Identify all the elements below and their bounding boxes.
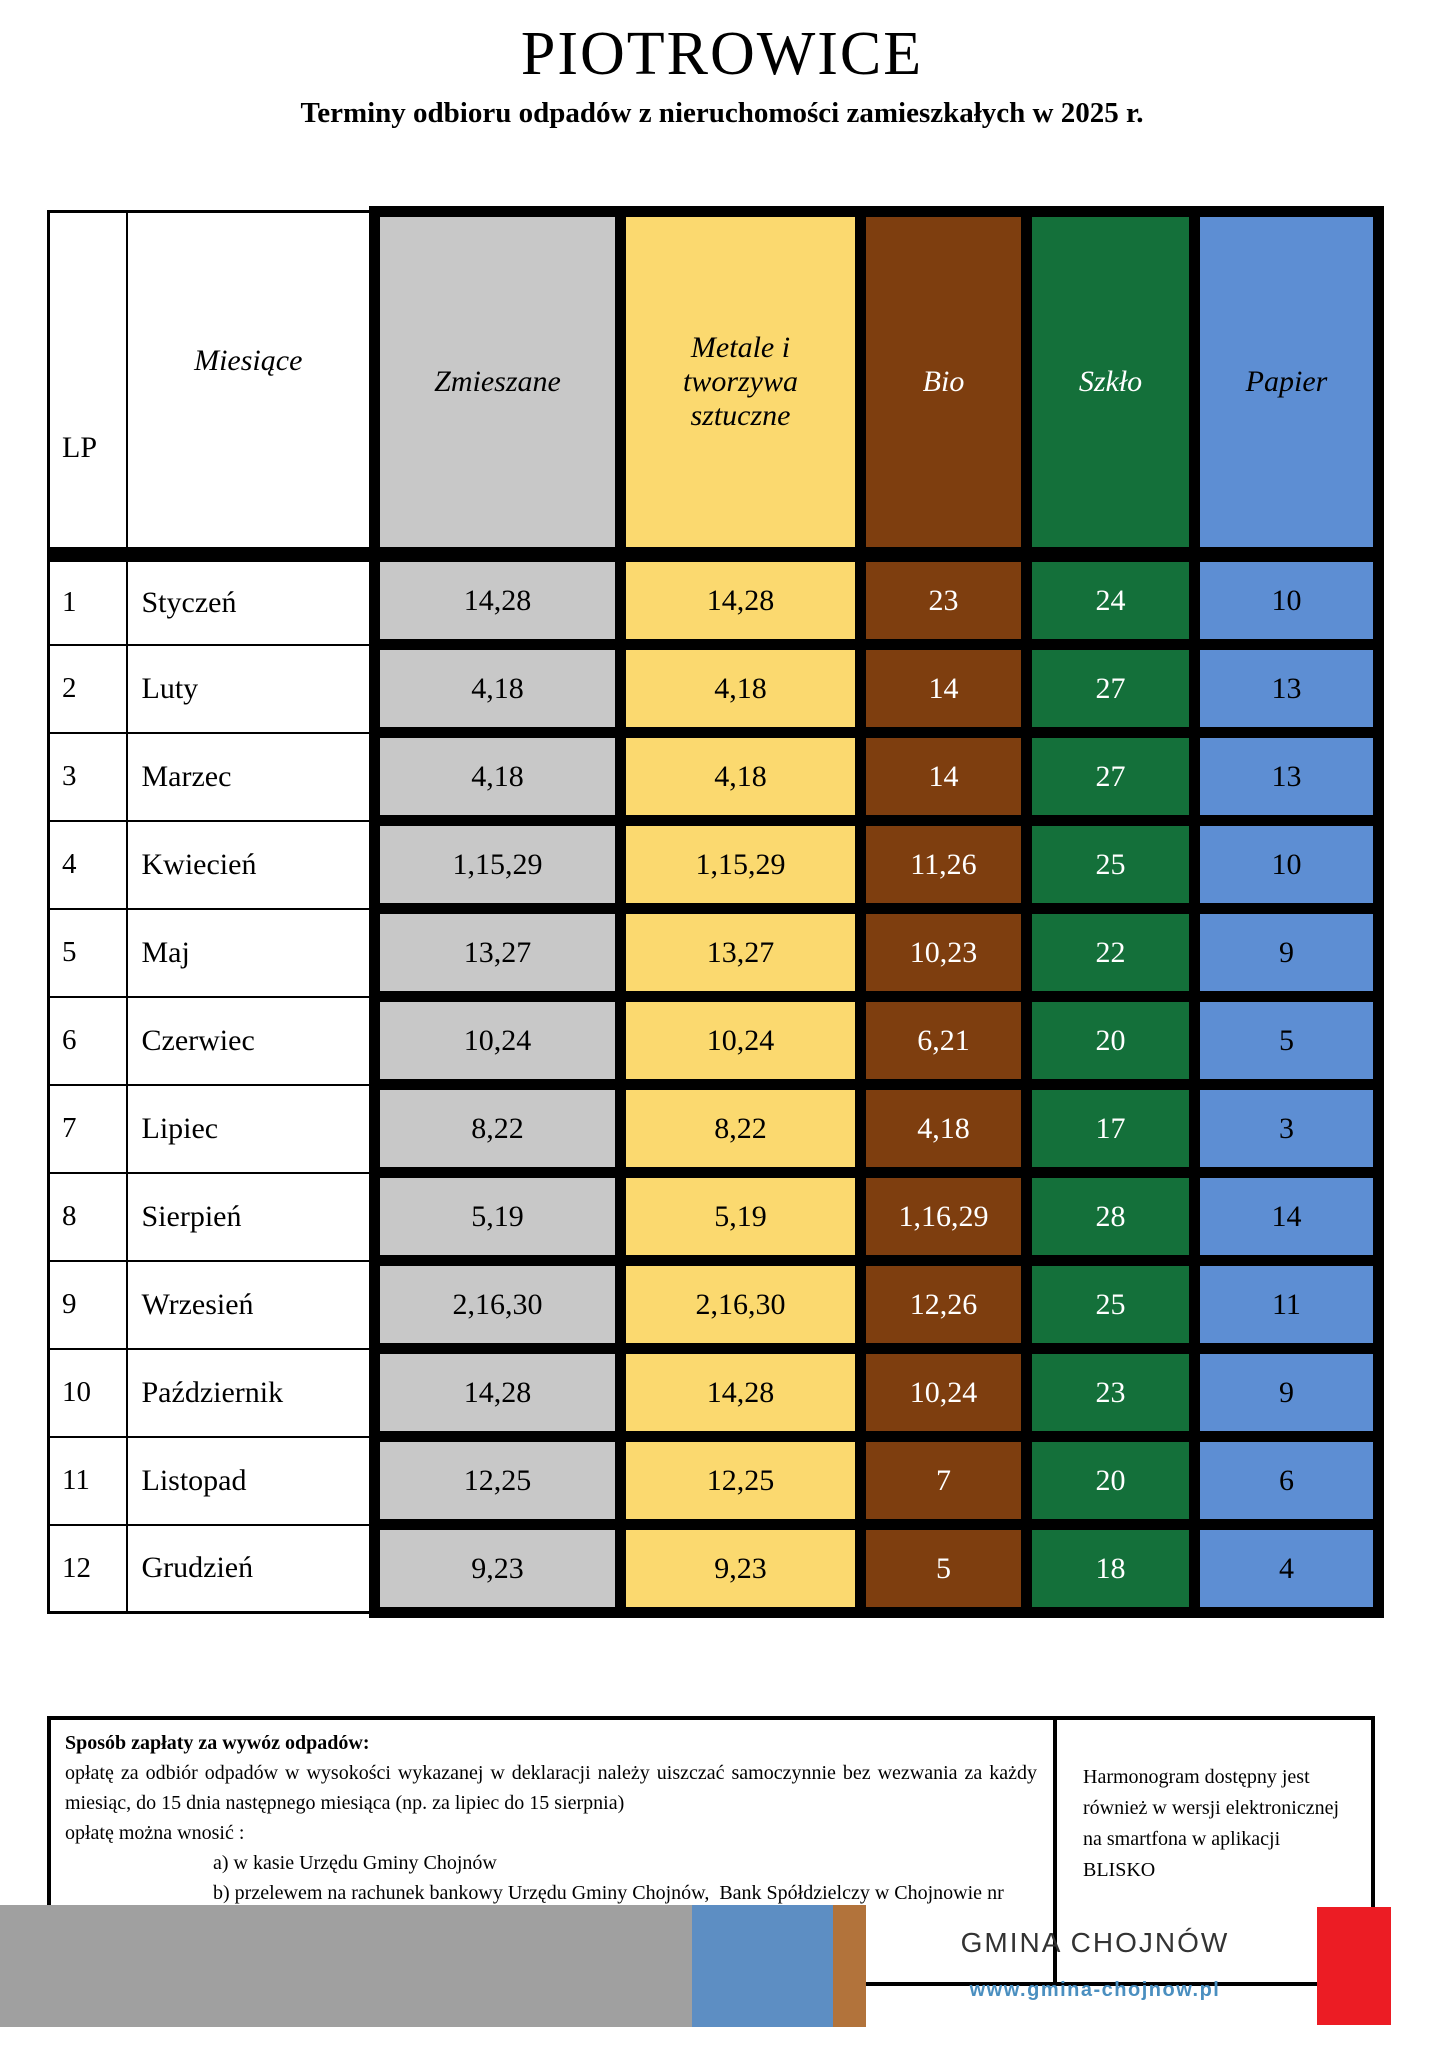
cell-lp: 2 [49,645,127,733]
cell-zmieszane: 12,25 [375,1437,621,1525]
cell-metale: 14,28 [621,1349,861,1437]
cell-zmieszane: 1,15,29 [375,821,621,909]
cell-zmieszane: 2,16,30 [375,1261,621,1349]
cell-bio: 12,26 [861,1261,1027,1349]
cell-zmieszane: 4,18 [375,645,621,733]
schedule-header-row [49,212,1379,555]
table-row [49,909,1379,997]
cell-month: Sierpień [127,1173,375,1261]
cell-lp: 1 [49,555,127,645]
cell-lp: 4 [49,821,127,909]
footer-bar [0,1905,1444,2027]
cell-bio: 1,16,29 [861,1173,1027,1261]
cell-metale: 4,18 [621,733,861,821]
cell-zmieszane: 14,28 [375,1349,621,1437]
cell-month: Grudzień [127,1525,375,1613]
cell-szklo: 18 [1027,1525,1195,1613]
cell-szklo: 20 [1027,997,1195,1085]
cell-lp: 9 [49,1261,127,1349]
col-header-month: Miesiące [127,212,375,555]
table-row [49,733,1379,821]
cell-zmieszane: 8,22 [375,1085,621,1173]
cell-month: Październik [127,1349,375,1437]
cell-szklo: 22 [1027,909,1195,997]
page-title: PIOTROWICE [520,20,924,88]
cell-month: Wrzesień [127,1261,375,1349]
cell-bio: 6,21 [861,997,1027,1085]
cell-month: Kwiecień [127,821,375,909]
cell-bio: 14 [861,733,1027,821]
schedule-body [49,555,1379,1613]
schedule-table [47,206,1384,1618]
cell-lp: 12 [49,1525,127,1613]
cell-papier: 14 [1195,1173,1379,1261]
cell-bio: 10,23 [861,909,1027,997]
cell-papier: 10 [1195,555,1379,645]
cell-papier: 9 [1195,1349,1379,1437]
cell-szklo: 25 [1027,821,1195,909]
cell-zmieszane: 4,18 [375,733,621,821]
col-header-szklo: Szkło [1027,212,1195,555]
table-row [49,1261,1379,1349]
cell-metale: 12,25 [621,1437,861,1525]
cell-bio: 7 [861,1437,1027,1525]
table-row [49,555,1379,645]
table-row [49,645,1379,733]
page-subtitle: Terminy odbioru odpadów z nieruchomości zamieszkałych w 2025 r. [300,97,1144,130]
cell-papier: 3 [1195,1085,1379,1173]
cell-month: Maj [127,909,375,997]
cell-month: Lipiec [127,1085,375,1173]
cell-bio: 5 [861,1525,1027,1613]
cell-month: Marzec [127,733,375,821]
municipality-name: GMINA CHOJNÓW [960,1927,1230,1958]
col-header-lp: LP [49,212,127,555]
table-row [49,997,1379,1085]
footer-blue-block [692,1905,833,2027]
cell-zmieszane: 13,27 [375,909,621,997]
cell-lp: 7 [49,1085,127,1173]
cell-metale: 1,15,29 [621,821,861,909]
cell-metale: 2,16,30 [621,1261,861,1349]
col-header-papier: Papier [1195,212,1379,555]
cell-metale: 5,19 [621,1173,861,1261]
cell-szklo: 27 [1027,733,1195,821]
cell-month: Czerwiec [127,997,375,1085]
cell-papier: 10 [1195,821,1379,909]
payment-methods-list: a) w kasie Urzędu Gminy Chojnów b) przelewem na rachunek bankowy Urzędu Gminy Chojnów, Bank Spółdzielczy w Chojnowie nr [213,1852,1004,1905]
cell-papier: 4 [1195,1525,1379,1613]
cell-szklo: 27 [1027,645,1195,733]
cell-bio: 23 [861,555,1027,645]
cell-papier: 13 [1195,645,1379,733]
cell-szklo: 23 [1027,1349,1195,1437]
cell-papier: 13 [1195,733,1379,821]
cell-metale: 13,27 [621,909,861,997]
table-row [49,821,1379,909]
col-header-zmieszane: Zmieszane [375,212,621,555]
cell-bio: 10,24 [861,1349,1027,1437]
cell-lp: 3 [49,733,127,821]
cell-zmieszane: 5,19 [375,1173,621,1261]
cell-month: Luty [127,645,375,733]
cell-lp: 6 [49,997,127,1085]
cell-papier: 9 [1195,909,1379,997]
app-info-text: Harmonogram dostępny jest również w wersji elektronicznej na smartfona w aplikacji BLISKO [1083,1766,1340,1882]
table-row [49,1437,1379,1525]
cell-papier: 6 [1195,1437,1379,1525]
cell-bio: 14 [861,645,1027,733]
payment-intro: opłatę można wnosić : [65,1822,245,1845]
cell-lp: 11 [49,1437,127,1525]
cell-metale: 8,22 [621,1085,861,1173]
table-row [49,1173,1379,1261]
cell-metale: 14,28 [621,555,861,645]
footer-brown-block [833,1905,866,2027]
cell-szklo: 24 [1027,555,1195,645]
cell-lp: 5 [49,909,127,997]
table-row [49,1525,1379,1613]
col-header-metale: Metale i tworzywa sztuczne [621,212,861,555]
cell-zmieszane: 10,24 [375,997,621,1085]
footer-red-block [1317,1907,1391,2025]
cell-szklo: 17 [1027,1085,1195,1173]
cell-month: Listopad [127,1437,375,1525]
cell-metale: 9,23 [621,1525,861,1613]
col-header-bio: Bio [861,212,1027,555]
cell-szklo: 20 [1027,1437,1195,1525]
footer-branding [930,1927,1260,2002]
cell-metale: 10,24 [621,997,861,1085]
cell-month: Styczeń [127,555,375,645]
cell-papier: 11 [1195,1261,1379,1349]
cell-metale: 4,18 [621,645,861,733]
table-row [49,1349,1379,1437]
payment-heading: Sposób zapłaty za wywóz odpadów: [65,1732,370,1755]
cell-szklo: 28 [1027,1173,1195,1261]
municipality-website[interactable]: www.gmina-chojnow.pl [969,1979,1221,2001]
cell-zmieszane: 14,28 [375,555,621,645]
cell-bio: 11,26 [861,821,1027,909]
table-row [49,1085,1379,1173]
footer-gray-bar [0,1905,692,2027]
cell-szklo: 25 [1027,1261,1195,1349]
cell-zmieszane: 9,23 [375,1525,621,1613]
cell-papier: 5 [1195,997,1379,1085]
cell-lp: 8 [49,1173,127,1261]
cell-lp: 10 [49,1349,127,1437]
payment-paragraph: opłatę za odbiór odpadów w wysokości wykazanej w deklaracji należy uiszczać samoczynnie bez wezwania za każdy miesiąc, do 15 dnia następnego miesiąca (np. za lipiec do 15 sierpnia) [65,1762,1037,1815]
cell-bio: 4,18 [861,1085,1027,1173]
